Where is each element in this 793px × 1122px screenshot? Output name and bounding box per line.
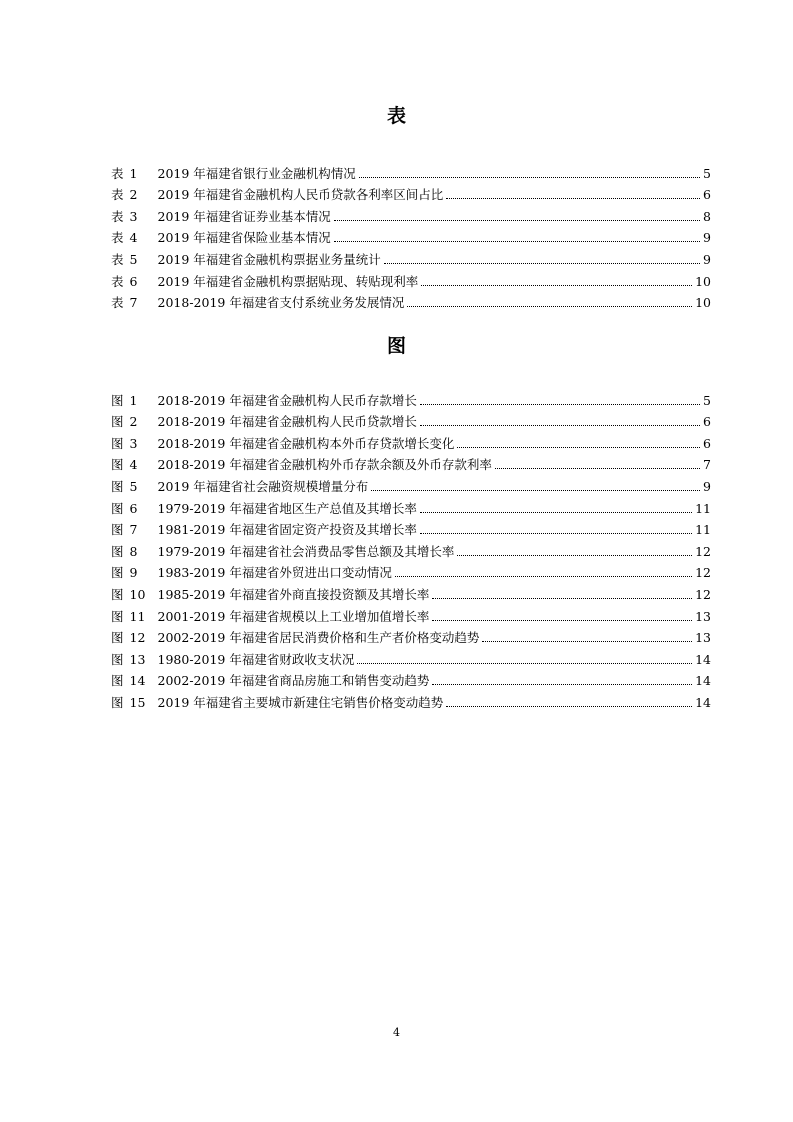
figure-entry-page: 6 [703, 435, 711, 451]
figure-entry-title: 1981-2019 年福建省固定资产投资及其增长率 [157, 522, 417, 538]
table-entry-title: 2019 年福建省金融机构票据贴现、转贴现利率 [157, 273, 419, 289]
figure-entry-label [111, 393, 152, 409]
dot-leader [420, 512, 692, 513]
dot-leader [432, 620, 692, 621]
figure-entry-page: 11 [695, 522, 711, 538]
figure-entry-page: 7 [703, 457, 711, 473]
figures-list [111, 387, 711, 711]
figure-entry-number: 8 [129, 543, 138, 559]
figure-entry-number: 5 [129, 478, 138, 494]
table-toc-entry[interactable] [111, 290, 711, 312]
figure-entry-label [111, 436, 152, 452]
figure-entry-label-word: 图 [111, 522, 124, 538]
figure-entry-number: 4 [129, 457, 138, 473]
dot-leader [395, 576, 692, 577]
figure-toc-entry[interactable] [111, 495, 711, 517]
table-entry-number: 7 [129, 295, 138, 311]
figure-entry-label-word: 图 [111, 543, 124, 559]
table-entry-label [111, 166, 152, 182]
table-toc-entry[interactable] [111, 225, 711, 247]
dot-leader [446, 706, 692, 707]
figure-entry-page: 13 [695, 630, 711, 646]
table-entry-label [111, 252, 152, 268]
figure-entry-label-word: 图 [111, 414, 124, 430]
figure-entry-title: 2019 年福建省主要城市新建住宅销售价格变动趋势 [157, 694, 444, 710]
figure-entry-title: 1979-2019 年福建省地区生产总值及其增长率 [157, 500, 417, 516]
figure-entry-page: 12 [695, 565, 711, 581]
table-entry-number: 5 [129, 251, 138, 267]
figure-toc-entry[interactable] [111, 473, 711, 495]
figure-entry-number: 12 [129, 630, 146, 646]
figure-toc-entry[interactable] [111, 581, 711, 603]
dot-leader [420, 425, 700, 426]
table-entry-label [111, 295, 152, 311]
dot-leader [432, 598, 692, 599]
table-entry-label-word: 表 [111, 251, 124, 267]
table-entry-number: 1 [129, 165, 138, 181]
figure-entry-number: 3 [129, 435, 138, 451]
figure-entry-page: 13 [695, 608, 711, 624]
figure-entry-page: 12 [695, 543, 711, 559]
figure-toc-entry[interactable] [111, 668, 711, 690]
table-entry-title: 2018-2019 年福建省支付系统业务发展情况 [157, 295, 405, 311]
table-entry-label [111, 230, 152, 246]
page-number: 4 [393, 1026, 400, 1039]
figure-entry-number: 2 [129, 414, 138, 430]
figure-toc-entry[interactable] [111, 646, 711, 668]
table-toc-entry[interactable] [111, 246, 711, 268]
table-entry-label-word: 表 [111, 230, 124, 246]
table-entry-label [111, 209, 152, 225]
figure-entry-label-word: 图 [111, 435, 124, 451]
figure-entry-title: 2018-2019 年福建省金融机构人民币贷款增长 [157, 414, 417, 430]
figure-entry-title: 2002-2019 年福建省商品房施工和销售变动趋势 [157, 673, 430, 689]
table-entry-label-word: 表 [111, 273, 124, 289]
dot-leader [457, 447, 700, 448]
figure-entry-label [111, 565, 152, 581]
dot-leader [384, 263, 700, 264]
figure-entry-title: 2018-2019 年福建省金融机构人民币存款增长 [157, 392, 417, 408]
table-toc-entry[interactable] [111, 268, 711, 290]
table-entry-number: 3 [129, 208, 138, 224]
figure-entry-page: 11 [695, 500, 711, 516]
figure-toc-entry[interactable] [111, 603, 711, 625]
dot-leader [446, 198, 700, 199]
figure-entry-label-word: 图 [111, 565, 124, 581]
table-entry-title: 2019 年福建省金融机构票据业务量统计 [157, 251, 381, 267]
table-entry-page: 10 [695, 273, 711, 289]
figure-entry-title: 2018-2019 年福建省金融机构外币存款余额及外币存款利率 [157, 457, 492, 473]
table-entry-label-word: 表 [111, 208, 124, 224]
figure-entry-label [111, 479, 152, 495]
table-entry-label-word: 表 [111, 165, 124, 181]
figure-entry-page: 9 [703, 478, 711, 494]
table-entry-page: 9 [703, 251, 711, 267]
dot-leader [334, 220, 700, 221]
figure-entry-page: 12 [695, 586, 711, 602]
figure-entry-title: 2001-2019 年福建省规模以上工业增加值增长率 [157, 608, 430, 624]
figure-entry-label-word: 图 [111, 392, 124, 408]
table-entry-title: 2019 年福建省金融机构人民币贷款各利率区间占比 [157, 187, 444, 203]
figure-entry-number: 10 [129, 586, 146, 602]
figure-entry-page: 5 [703, 392, 711, 408]
dot-leader [357, 663, 692, 664]
figure-entry-label [111, 414, 152, 430]
figure-toc-entry[interactable] [111, 452, 711, 474]
figure-entry-page: 14 [695, 673, 711, 689]
table-entry-number: 2 [129, 187, 138, 203]
figure-entry-number: 1 [129, 392, 138, 408]
table-entry-label [111, 274, 152, 290]
figure-entry-number: 6 [129, 500, 138, 516]
figure-entry-title: 2018-2019 年福建省金融机构本外币存贷款增长变化 [157, 435, 455, 451]
figure-entry-title: 1980-2019 年福建省财政收支状况 [157, 651, 355, 667]
table-entry-label-word: 表 [111, 295, 124, 311]
tables-list [111, 160, 711, 311]
dot-leader [432, 684, 692, 685]
table-entry-page: 5 [703, 165, 711, 181]
tables-heading: 表 [386, 105, 406, 127]
table-entry-label-word: 表 [111, 187, 124, 203]
table-toc-entry[interactable] [111, 182, 711, 204]
figure-entry-label [111, 544, 152, 560]
dot-leader [407, 306, 692, 307]
figure-entry-label-word: 图 [111, 478, 124, 494]
table-toc-entry[interactable] [111, 160, 711, 182]
figure-entry-label-word: 图 [111, 608, 124, 624]
table-entry-number: 4 [129, 230, 138, 246]
dot-leader [420, 533, 692, 534]
figure-entry-label [111, 457, 152, 473]
table-entry-page: 9 [703, 230, 711, 246]
dot-leader [334, 241, 700, 242]
dot-leader [421, 285, 692, 286]
table-toc-entry[interactable] [111, 203, 711, 225]
figure-entry-label-word: 图 [111, 457, 124, 473]
figure-entry-title: 1983-2019 年福建省外贸进出口变动情况 [157, 565, 392, 581]
table-entry-page: 6 [703, 187, 711, 203]
figure-toc-entry[interactable] [111, 560, 711, 582]
figure-entry-label [111, 652, 152, 668]
figure-entry-number: 15 [129, 694, 146, 710]
dot-leader [495, 468, 700, 469]
table-entry-label [111, 187, 152, 203]
figure-entry-label [111, 522, 152, 538]
figure-entry-title: 2002-2019 年福建省居民消费价格和生产者价格变动趋势 [157, 630, 480, 646]
table-entry-page: 10 [695, 295, 711, 311]
figure-toc-entry[interactable] [111, 430, 711, 452]
figure-entry-label [111, 673, 152, 689]
figure-entry-number: 9 [129, 565, 138, 581]
figure-entry-label-word: 图 [111, 630, 124, 646]
dot-leader [371, 490, 700, 491]
table-entry-title: 2019 年福建省保险业基本情况 [157, 230, 331, 246]
figure-entry-number: 14 [129, 673, 146, 689]
figure-entry-label [111, 630, 152, 646]
table-entry-page: 8 [703, 208, 711, 224]
figure-toc-entry[interactable] [111, 538, 711, 560]
figure-entry-label-word: 图 [111, 500, 124, 516]
dot-leader [359, 177, 700, 178]
dot-leader [457, 555, 692, 556]
figure-toc-entry[interactable] [111, 625, 711, 647]
figure-toc-entry[interactable] [111, 689, 711, 711]
figure-entry-title: 2019 年福建省社会融资规模增量分布 [157, 478, 369, 494]
figure-entry-label [111, 501, 152, 517]
figure-entry-page: 6 [703, 414, 711, 430]
table-entry-title: 2019 年福建省银行业金融机构情况 [157, 165, 356, 181]
figure-entry-label-word: 图 [111, 694, 124, 710]
figure-entry-title: 1979-2019 年福建省社会消费品零售总额及其增长率 [157, 543, 455, 559]
figure-entry-number: 7 [129, 522, 138, 538]
figure-entry-label-word: 图 [111, 673, 124, 689]
figure-entry-number: 11 [129, 608, 146, 624]
dot-leader [482, 641, 692, 642]
figures-heading: 图 [386, 335, 406, 357]
figure-toc-entry[interactable] [111, 409, 711, 431]
figure-entry-label [111, 587, 152, 603]
figure-entry-label-word: 图 [111, 586, 124, 602]
figure-toc-entry[interactable] [111, 387, 711, 409]
table-entry-number: 6 [129, 273, 138, 289]
figure-entry-label-word: 图 [111, 651, 124, 667]
figure-entry-page: 14 [695, 694, 711, 710]
figure-entry-title: 1985-2019 年福建省外商直接投资额及其增长率 [157, 586, 430, 602]
dot-leader [420, 404, 700, 405]
figure-entry-page: 14 [695, 651, 711, 667]
figure-toc-entry[interactable] [111, 517, 711, 539]
figure-entry-number: 13 [129, 651, 146, 667]
figure-entry-label [111, 695, 152, 711]
table-entry-title: 2019 年福建省证券业基本情况 [157, 208, 331, 224]
figure-entry-label [111, 609, 152, 625]
